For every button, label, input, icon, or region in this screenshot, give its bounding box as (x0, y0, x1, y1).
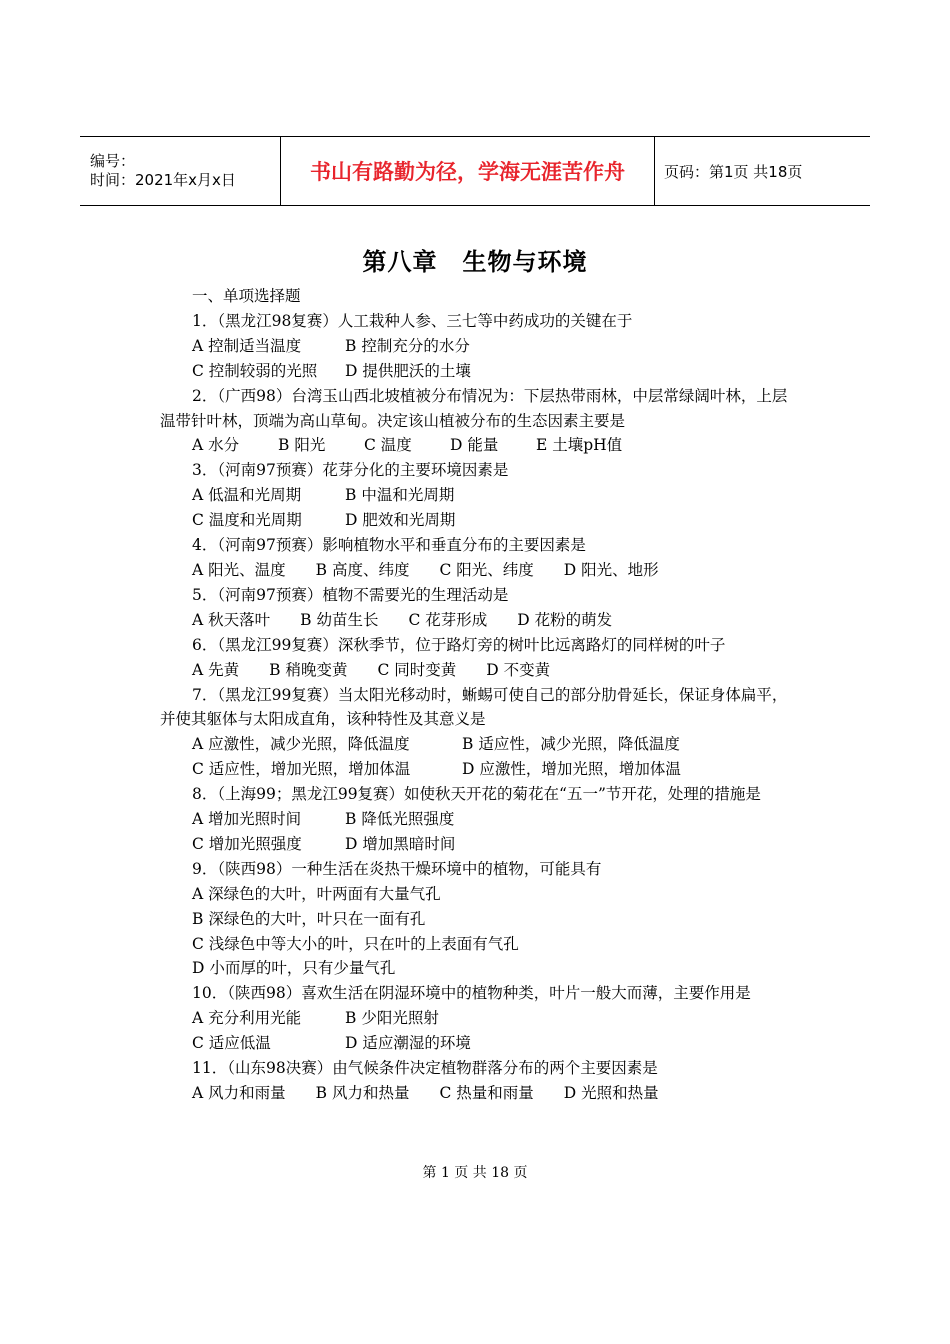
option-row (160, 1081, 802, 1106)
answer-option: A 充分利用光能 (192, 1009, 302, 1028)
answer-option: B 幼苗生长 (300, 610, 379, 629)
question-stem: 9．（陕西98）一种生活在炎热干燥环境中的植物，可能具有 (192, 859, 602, 878)
answer-option: C 温度和光周期 (192, 511, 302, 530)
answer-option: C 同时变黄 (377, 660, 457, 679)
option-row (160, 907, 802, 932)
option-row (160, 932, 802, 957)
answer-option: A 增加光照时间 (192, 810, 302, 829)
answer-option: E 土壤pH值 (536, 436, 623, 455)
answer-option: D 花粉的萌发 (517, 610, 613, 629)
answer-option: B 阳光 (278, 436, 326, 455)
answer-option: A 水分 (192, 436, 240, 455)
answer-option: B 风力和热量 (315, 1084, 410, 1102)
question-stem: 1．（黑龙江98复赛）人工栽种人参、三七等中药成功的关键在于 (192, 311, 633, 330)
option-row (160, 832, 802, 857)
answer-option: C 适应性，增加光照，增加体温 (192, 760, 411, 779)
question-stem: 6．（黑龙江99复赛）深秋季节，位于路灯旁的树叶比远离路灯的同样树的叶子 (192, 635, 726, 654)
option-row (160, 658, 802, 683)
option-row (160, 558, 802, 583)
answer-option: A 控制适当温度 (192, 336, 302, 355)
section-heading: 一、单项选择题 (192, 287, 301, 305)
option-row (160, 757, 802, 782)
answer-option: C 适应低温 (192, 1034, 271, 1053)
answer-option: D 适应潮湿的环境 (345, 1034, 471, 1053)
answer-option: D 光照和热量 (563, 1084, 659, 1102)
answer-option: B 深绿色的大叶，叶只在一面有孔 (192, 909, 426, 928)
answer-option: A 深绿色的大叶，叶两面有大量气孔 (192, 884, 441, 903)
answer-option: C 花芽形成 (408, 610, 488, 629)
option-row (160, 732, 802, 757)
option-row (160, 508, 802, 533)
answer-option: A 应激性，减少光照，降低温度 (192, 735, 410, 754)
option-row (160, 1006, 802, 1031)
answer-option: C 浅绿色中等大小的叶，只在叶的上表面有气孔 (192, 934, 519, 953)
answer-option: C 温度 (364, 436, 412, 455)
answer-option: A 先黄 (192, 660, 240, 679)
option-row (160, 608, 802, 633)
question-content (160, 284, 802, 1106)
header-left-cell (80, 137, 281, 205)
answer-option: B 高度、纬度 (315, 560, 410, 579)
answer-option: D 提供肥沃的土壤 (345, 361, 471, 380)
option-row (160, 359, 802, 384)
header-motto: 书山有路勤为径，学海无涯苦作舟 (281, 137, 655, 205)
answer-option: D 小而厚的叶，只有少量气孔 (192, 959, 396, 978)
option-row (160, 882, 802, 907)
answer-option: D 应激性，增加光照，增加体温 (462, 760, 681, 779)
option-row (160, 483, 802, 508)
answer-option: D 阳光、地形 (563, 560, 659, 579)
question-stem: 8．（上海99；黑龙江99复赛）如使秋天开花的菊花在“五一”节开花，处理的措施是 (192, 785, 761, 804)
header-page-info: 页码：第1页 共18页 (664, 162, 803, 181)
question-stem: 5．（河南97预赛）植物不需要光的生理活动是 (192, 585, 509, 604)
answer-option: D 肥效和光周期 (345, 511, 456, 530)
page-footer: 第 1 页 共 18 页 (422, 1165, 528, 1181)
option-row (160, 1031, 802, 1056)
answer-option: C 控制较弱的光照 (192, 361, 318, 380)
question-stem: 3．（河南97预赛）花芽分化的主要环境因素是 (192, 461, 509, 480)
answer-option: C 阳光、纬度 (439, 560, 534, 579)
answer-option: D 不变黄 (486, 660, 551, 679)
document-number-label: 编号： (90, 152, 136, 170)
question-stem: 7．（黑龙江99复赛）当太阳光移动时，蜥蜴可使自己的部分肋骨延长，保证身体扁平，并使其躯体与太阳成直角，该种特性及其意义是 (160, 685, 788, 729)
option-row (160, 433, 802, 458)
option-row (160, 956, 802, 981)
answer-option: C 增加光照强度 (192, 834, 302, 853)
answer-option: A 低温和光周期 (192, 486, 302, 505)
answer-option: B 降低光照强度 (345, 810, 455, 829)
document-time-label: 时间：2021年x月x日 (90, 171, 236, 189)
answer-option: B 稍晚变黄 (269, 660, 348, 679)
answer-option: A 秋天落叶 (192, 610, 271, 629)
option-row (160, 807, 802, 832)
option-row (160, 334, 802, 359)
answer-option: B 控制充分的水分 (345, 336, 470, 355)
answer-option: D 增加黑暗时间 (345, 834, 456, 853)
question-stem: 10．（陕西98）喜欢生活在阴湿环境中的植物种类，叶片一般大而薄，主要作用是 (192, 984, 751, 1003)
answer-option: A 阳光、温度 (192, 560, 286, 579)
answer-option: C 热量和雨量 (439, 1084, 534, 1102)
question-stem: 4．（河南97预赛）影响植物水平和垂直分布的主要因素是 (192, 536, 586, 555)
answer-option: B 中温和光周期 (345, 486, 455, 505)
answer-option: B 少阳光照射 (345, 1009, 439, 1028)
question-stem: 2．（广西98）台湾玉山西北坡植被分布情况为：下层热带雨林，中层常绿阔叶林，上层温带针叶林，顶端为高山草甸。决定该山植被分布的生态因素主要是 (160, 386, 788, 430)
answer-option: D 能量 (450, 436, 499, 455)
chapter-title: 第八章 生物与环境 (362, 248, 588, 276)
question-stem: 11．（山东98决赛）由气候条件决定植物群落分布的两个主要因素是 (192, 1059, 658, 1078)
answer-option: B 适应性，减少光照，降低温度 (462, 735, 680, 754)
header-table (80, 136, 870, 206)
answer-option: A 风力和雨量 (192, 1084, 286, 1102)
